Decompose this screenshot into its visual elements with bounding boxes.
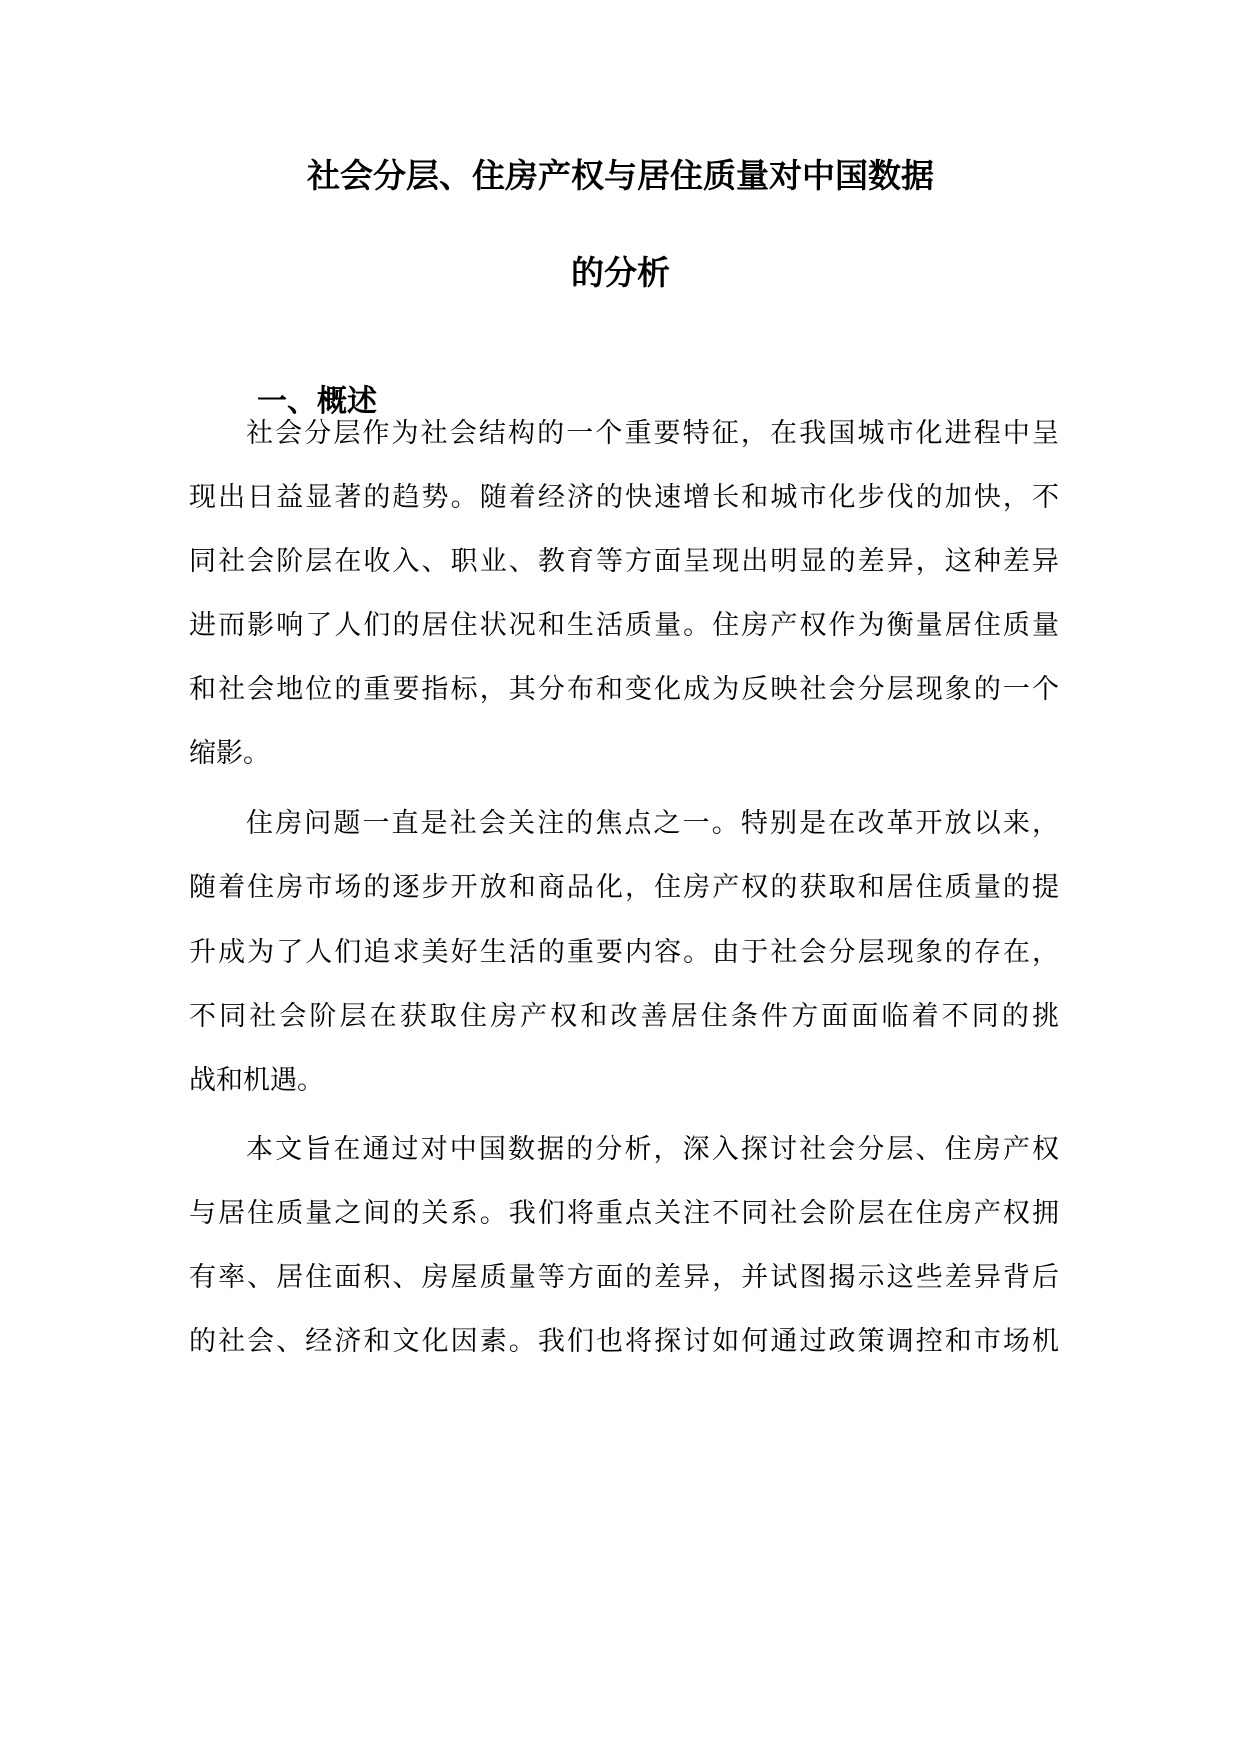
paragraph-line: 缩影。: [189, 738, 270, 769]
paragraph-line: 社会分层作为社会结构的一个重要特征，在我国城市化进程中呈: [246, 418, 1059, 449]
paragraph-line: 战和机遇。: [189, 1065, 324, 1096]
paragraph-line: 和社会地位的重要指标，其分布和变化成为反映社会分层现象的一个: [189, 674, 1059, 705]
paragraph-line: 进而影响了人们的居住状况和生活质量。住房产权作为衡量居住质量: [189, 610, 1059, 641]
paragraph-line: 本文旨在通过对中国数据的分析，深入探讨社会分层、住房产权: [246, 1134, 1059, 1165]
paragraph-line: 与居住质量之间的关系。我们将重点关注不同社会阶层在住房产权拥: [189, 1198, 1059, 1229]
paragraph-line: 同社会阶层在收入、职业、教育等方面呈现出明显的差异，这种差异: [189, 546, 1059, 577]
paragraph-line: 不同社会阶层在获取住房产权和改善居住条件方面面临着不同的挑: [189, 1001, 1059, 1032]
paragraph-line: 现出日益显著的趋势。随着经济的快速增长和城市化步伐的加快，不: [189, 482, 1059, 513]
document-title-line-2: 的分析: [571, 253, 670, 292]
paragraph-line: 住房问题一直是社会关注的焦点之一。特别是在改革开放以来，: [246, 808, 1059, 839]
document-title-line-1: 社会分层、住房产权与居住质量对中国数据: [307, 156, 934, 195]
section-heading: 一、概述: [257, 384, 377, 419]
paragraph-line: 的社会、经济和文化因素。我们也将探讨如何通过政策调控和市场机: [189, 1326, 1059, 1357]
paragraph-line: 有率、居住面积、房屋质量等方面的差异，并试图揭示这些差异背后: [189, 1262, 1059, 1293]
paragraph-line: 升成为了人们追求美好生活的重要内容。由于社会分层现象的存在，: [189, 937, 1059, 968]
paragraph-line: 随着住房市场的逐步开放和商品化，住房产权的获取和居住质量的提: [189, 872, 1059, 903]
